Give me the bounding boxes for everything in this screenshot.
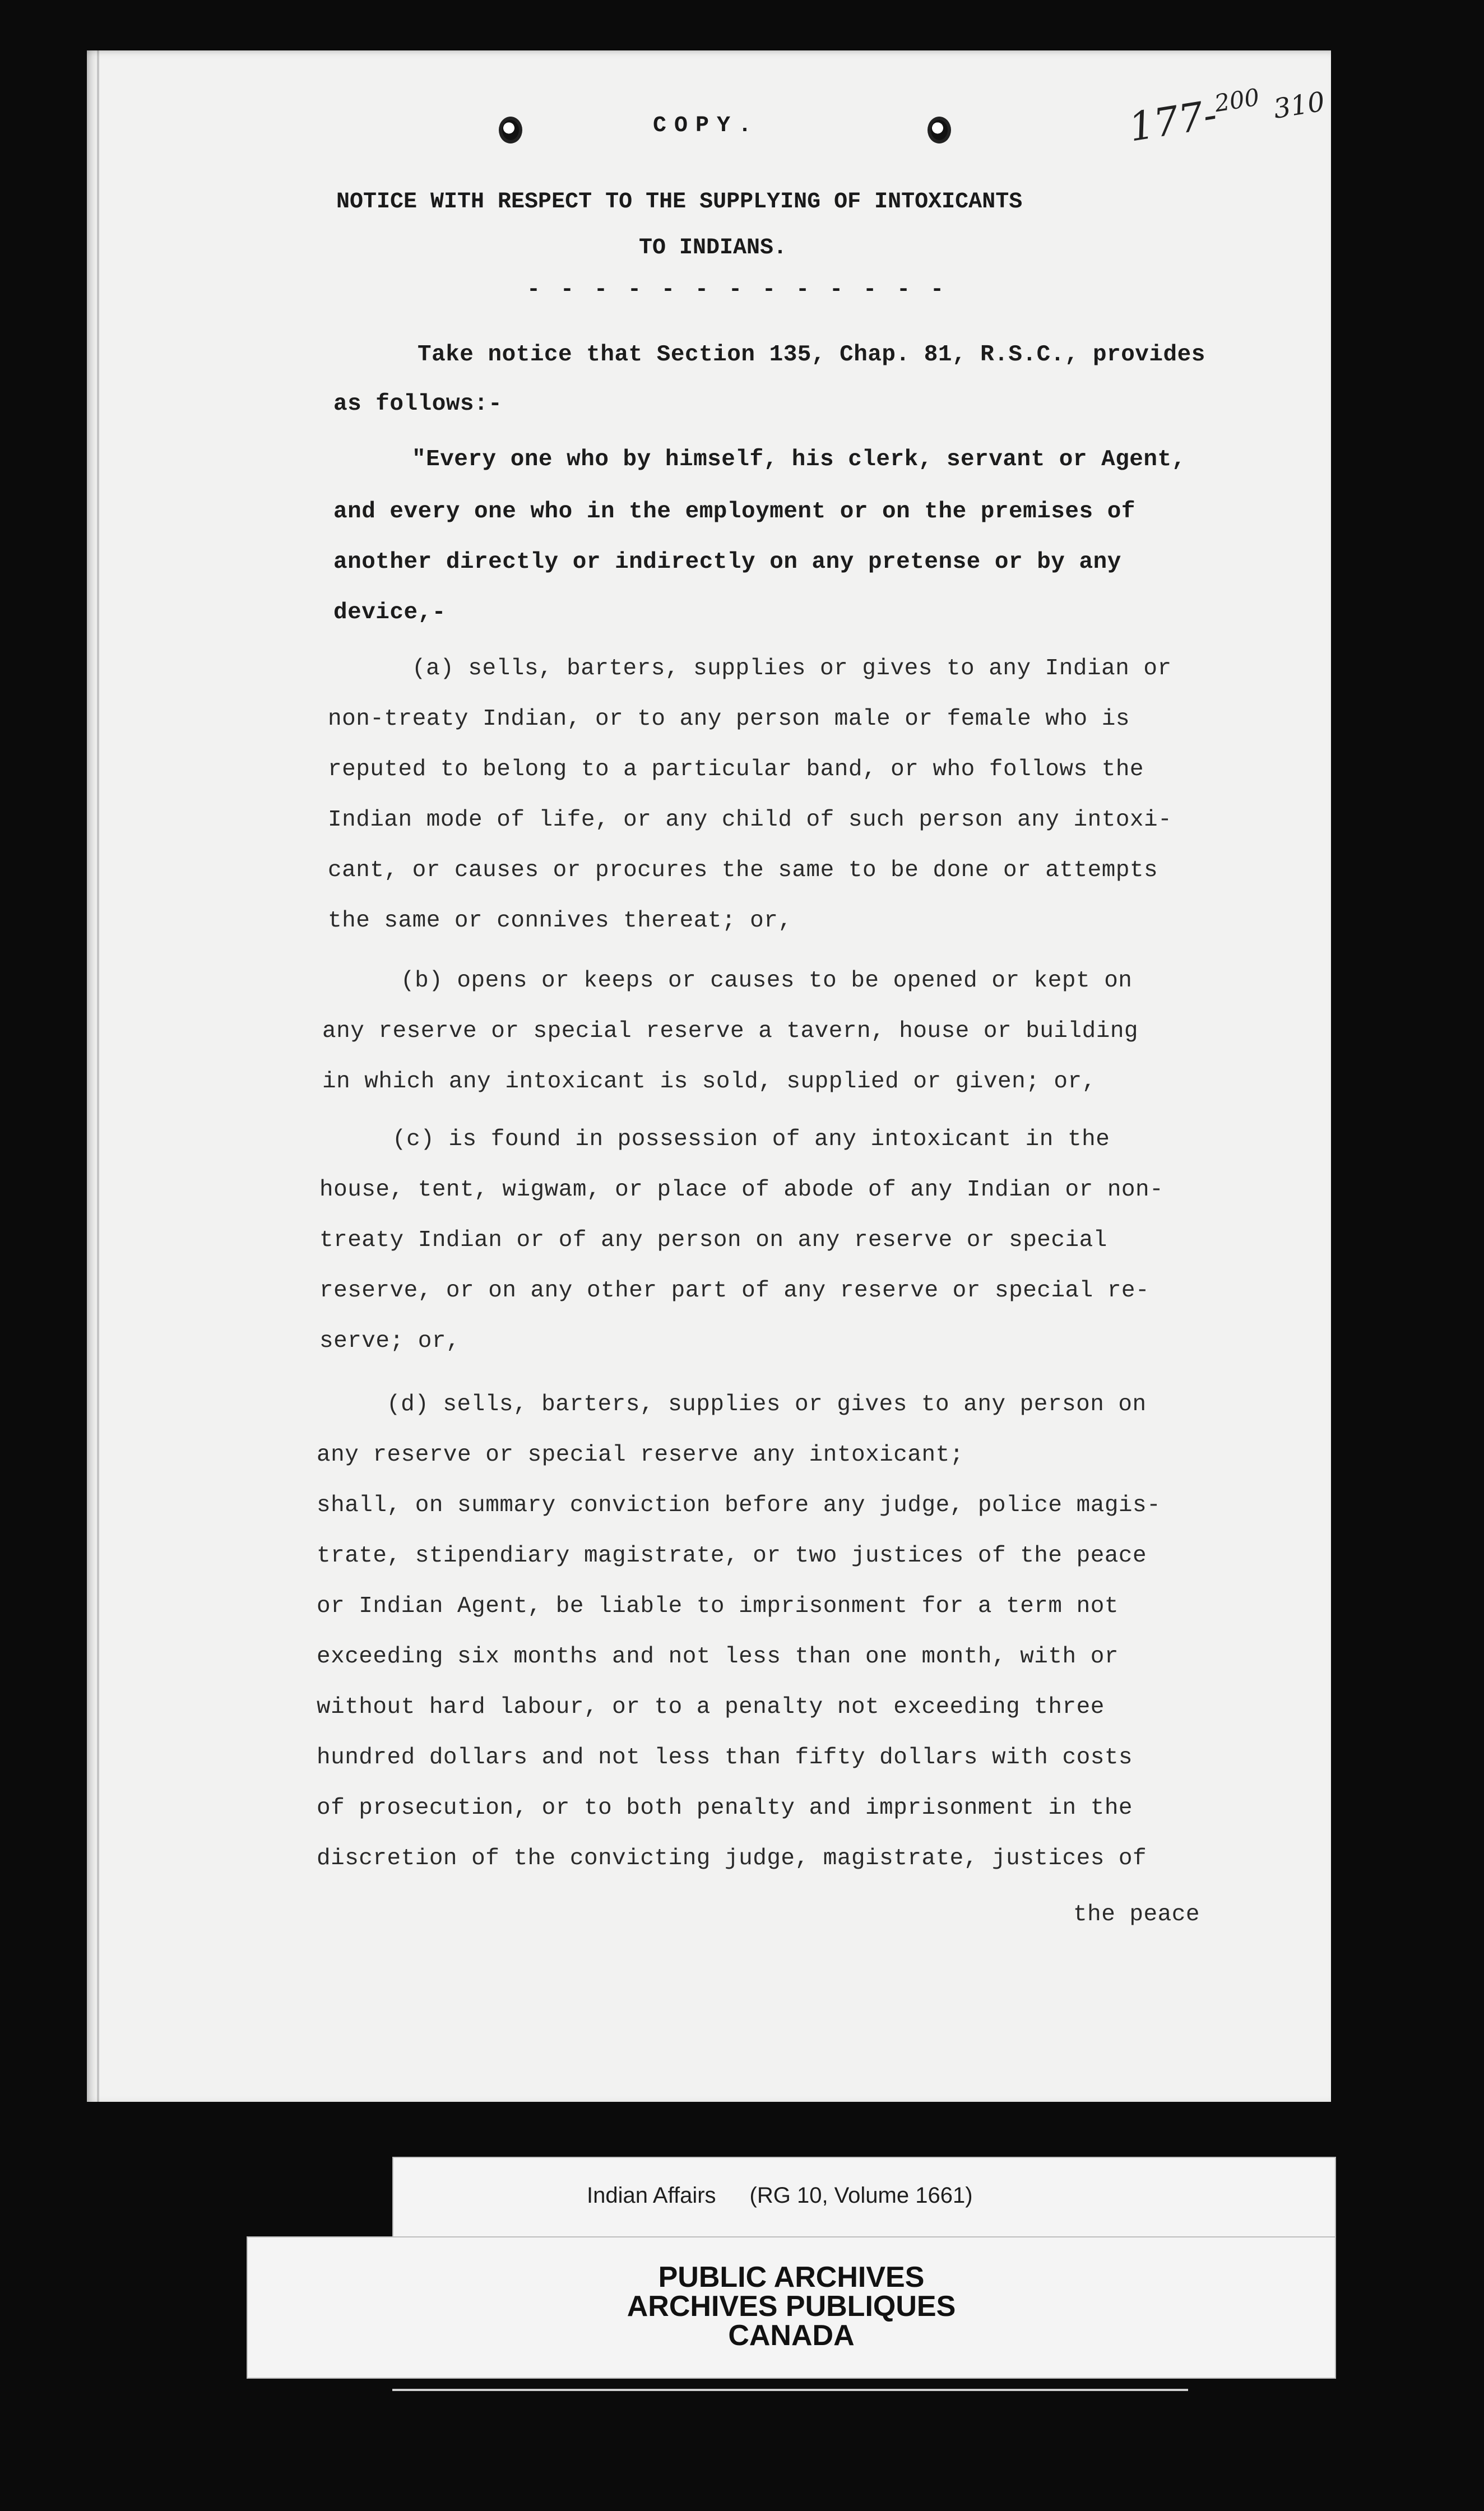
body-line: "Every one who by himself, his clerk, servant or Agent, (412, 447, 1186, 472)
title-divider: - - - - - - - - - - - - - (527, 277, 948, 303)
body-line: another directly or indirectly on any pretense or by any (333, 549, 1121, 575)
body-line: reputed to belong to a particular band, or who follows the (328, 757, 1144, 782)
body-line: hundred dollars and not less than fifty dollars with costs (317, 1745, 1133, 1771)
card-bottom-edge (392, 2389, 1188, 2391)
document-title-line2: TO INDIANS. (639, 235, 787, 261)
handwritten-ref-main: 177- (1125, 91, 1220, 151)
handwritten-ref-small: 310 (1271, 86, 1327, 125)
body-line: discretion of the convicting judge, magistrate, justices of (317, 1846, 1147, 1871)
body-line: cant, or causes or procures the same to be done or attempts (328, 858, 1158, 883)
collection-name: Indian Affairs (587, 2183, 716, 2208)
body-line: in which any intoxicant is sold, supplied or given; or, (322, 1069, 1096, 1095)
body-line: non-treaty Indian, or to any person male or female who is (328, 706, 1130, 732)
body-line: serve; or, (319, 1328, 461, 1354)
body-line: any reserve or special reserve any intoxicant; (317, 1442, 964, 1468)
body-line: shall, on summary conviction before any judge, police magis- (317, 1493, 1161, 1518)
body-line: exceeding six months and not less than one month, with or (317, 1644, 1119, 1670)
body-line: house, tent, wigwam, or place of abode of any Indian or non- (319, 1177, 1164, 1203)
body-line: any reserve or special reserve a tavern, house or building (322, 1018, 1139, 1044)
body-line: as follows:- (333, 391, 503, 417)
body-line: (b) opens or keeps or causes to be opened or kept on (401, 968, 1133, 994)
body-line: or Indian Agent, be liable to imprisonment for a term not (317, 1593, 1119, 1619)
body-line: (a) sells, barters, supplies or gives to any Indian or (412, 656, 1172, 682)
handwritten-reference (1125, 73, 1327, 151)
body-line: the same or connives thereat; or, (328, 908, 792, 934)
body-line: of prosecution, or to both penalty and imprisonment in the (317, 1795, 1133, 1821)
archive-stamp-card (247, 2236, 1336, 2379)
body-line: treaty Indian or of any person on any reserve or special (319, 1227, 1107, 1253)
body-line: (c) is found in possession of any intoxicant in the (392, 1127, 1110, 1152)
archive-reference-text (587, 2183, 973, 2208)
document-page (87, 50, 1331, 2102)
punch-hole-left-icon (499, 117, 522, 143)
page-edge-shadow (97, 50, 99, 2102)
stamp-line-public-archives: PUBLIC ARCHIVES (658, 2261, 925, 2294)
document-title-line1: NOTICE WITH RESPECT TO THE SUPPLYING OF INTOXICANTS (336, 189, 1023, 215)
body-line: reserve, or on any other part of any reserve or special re- (319, 1278, 1150, 1304)
body-line: the peace (1073, 1902, 1200, 1928)
punch-hole-right-icon (928, 117, 951, 143)
stamp-line-archives-publiques: ARCHIVES PUBLIQUES (627, 2290, 956, 2323)
body-line: Indian mode of life, or any child of such person any intoxi- (328, 807, 1172, 833)
body-line: Take notice that Section 135, Chap. 81, R.S.C., provides (418, 342, 1205, 368)
body-line: device,- (333, 600, 446, 626)
handwritten-ref-sup: 200 (1212, 83, 1262, 118)
stamp-line-canada: CANADA (728, 2319, 855, 2352)
body-line: and every one who in the employment or on the premises of (333, 499, 1135, 525)
body-line: without hard labour, or to a penalty not exceeding three (317, 1694, 1105, 1720)
body-line: trate, stipendiary magistrate, or two justices of the peace (317, 1543, 1147, 1569)
volume-reference: (RG 10, Volume 1661) (749, 2183, 973, 2208)
body-line: (d) sells, barters, supplies or gives to any person on (387, 1392, 1147, 1417)
copy-label: COPY. (653, 113, 760, 138)
